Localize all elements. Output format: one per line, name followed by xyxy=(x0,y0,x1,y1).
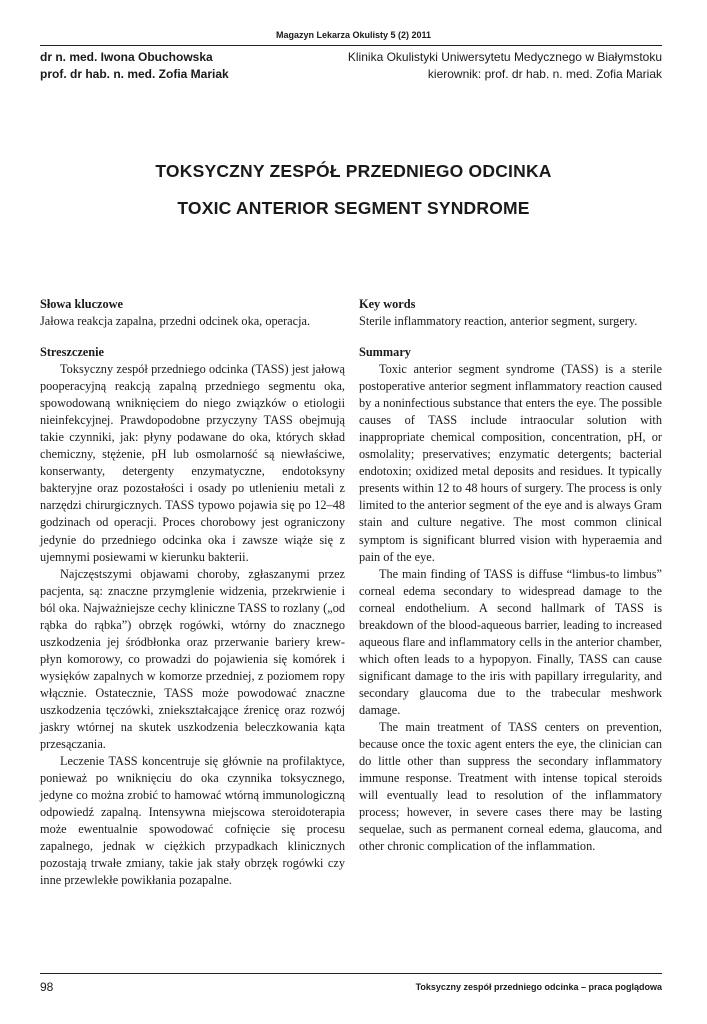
author-name: dr n. med. Iwona Obuchowska xyxy=(40,50,213,64)
keywords-heading: Słowa kluczowe xyxy=(40,297,124,311)
author-list xyxy=(40,49,229,83)
abstract-paragraph: Toxic anterior segment syndrome (TASS) is a sterile postoperative anterior segment inflammatory reaction caused by a noninfectious substance that enters the eye. The possible causes of TASS include intraocular solution with inappropriate chemical composition, concentration, pH, or osmolality; preservatives; enzymatic detergents; bacterial endotoxin; oxidized metal deposits and residues. It typically presents within 12 to 48 hours of surgery. The process is only limited to the anterior segment of the eye and is always Gram stain and culture negative. The most common clinical symptom is significant blurred vision with hyperaemia and pain of the eye. xyxy=(359,362,662,564)
abstract-paragraph: The main finding of TASS is diffuse “limbus-to limbus” corneal edema secondary to widespread damage to the corneal endothelium. A second hallmark of TASS is breakdown of the blood-aqueous barrier, leading to increased aqueous flare and inflammatory cells in the anterior chamber, which often leads to a hypopyon. Finally, TASS can cause significant damage to the iris with papillary irregularity, and secondary glaucoma due to the trabecular meshwork damage. xyxy=(359,566,662,717)
title-polish: TOKSYCZNY ZESPÓŁ PRZEDNIEGO ODCINKA xyxy=(155,161,552,181)
author-name: prof. dr hab. n. med. Zofia Mariak xyxy=(40,67,229,81)
abstract-paragraph: Najczęstszymi objawami choroby, zgłaszanymi przez pacjenta, są: znaczne przymglenie widzenia, przekrwienie i ból oka. Najważniejsze cechy kliniczne TASS to rozlany („od rąbka do rąbka”) obrzęk rogówki, wtórny do znacznego uszkodzenia jej śródbłonka oraz przerwanie bariery krew-płyn komorowy, co prowadzi do pojawienia się komórek i wysięków zapalnych w komorze przedniej, z poziomem ropy włącznie. Ostatecznie, TASS może powodować znaczne uszkodzenia tęczówki, zniekształcające źrenicę oraz rozwój jaskry wtórnej na skutek uszkodzenia beleczkowania kąta przesączania. xyxy=(40,566,345,752)
page-number: 98 xyxy=(40,980,54,994)
footer-rule xyxy=(40,973,662,974)
abstract-heading: Streszczenie xyxy=(40,345,104,359)
abstract-paragraph: Leczenie TASS koncentruje się głównie na profilaktyce, ponieważ po wniknięciu do oka czynnika toksycznego, jedyne co można zrobić to hamować wtórną immunologiczną odpowiedź zapalną. Intensywna miejscowa steroidoterapia może ewentualnie spowodować cofnięcie się procesu zapalnego, jednak w ciężkich przypadkach klinicznych pozostają trwałe zmiany, takie jak stały obrzęk rogówki czy inne przewlekłe powikłania pozapalne. xyxy=(40,754,345,888)
affiliation xyxy=(348,49,662,83)
affiliation-clinic: Klinika Okulistyki Uniwersytetu Medycznego w Białymstoku xyxy=(347,50,662,64)
keywords-text: Jałowa reakcja zapalna, przedni odcinek oka, operacja. xyxy=(40,314,311,329)
affiliation-head: kierownik: prof. dr hab. n. med. Zofia Mariak xyxy=(427,67,662,81)
running-title: Toksyczny zespół przedniego odcinka – praca poglądowa xyxy=(415,982,662,992)
keywords-heading: Key words xyxy=(359,297,416,311)
journal-header: Magazyn Lekarza Okulisty 5 (2) 2011 xyxy=(275,30,432,40)
keywords-text: Sterile inflammatory reaction, anterior segment, surgery. xyxy=(359,314,638,329)
keywords-polish xyxy=(40,296,345,330)
header-rule xyxy=(40,45,662,46)
abstract-heading: Summary xyxy=(359,345,411,359)
abstract-polish xyxy=(40,344,345,890)
abstract-english xyxy=(359,344,662,855)
keywords-english xyxy=(359,296,662,330)
abstract-paragraph: Toksyczny zespół przedniego odcinka (TASS) jest jałową pooperacyjną reakcją zapalną przedniego segmentu oka, spowodowaną wniknięciem do niego związków o etiologii nieinfekcyjnej. Prawdopodobne przyczyny TASS obejmują takie czynniki, jak: płyny podawane do oka, których skład chemiczny, stężenie, pH lub osmolarność są niewłaściwe, konserwanty, detergenty enzymatyczne, endotoksyny bakteryjne oraz pozostałości i osady po utlenieniu metali z narzędzi chirurgicznych. TASS typowo pojawia się po 12–48 godzinach od operacji. Proces chorobowy jest ograniczony jedynie do przedniego odcinka oka i zawsze wiąże się z ujemnymi posiewami w kierunku bakterii. xyxy=(40,362,345,564)
abstract-paragraph: The main treatment of TASS centers on prevention, because once the toxic agent enters the eye, the clinician can do little other than suppress the secondary inflammatory immune response. Treatment with intense topical steroids will eventually lead to resolution of the inflammatory process; however, in severe cases there may be lasting sequelae, such as permanent corneal edema, glaucoma, and other chronic complication of the inflammation. xyxy=(359,720,662,854)
title-english: TOXIC ANTERIOR SEGMENT SYNDROME xyxy=(177,198,530,218)
